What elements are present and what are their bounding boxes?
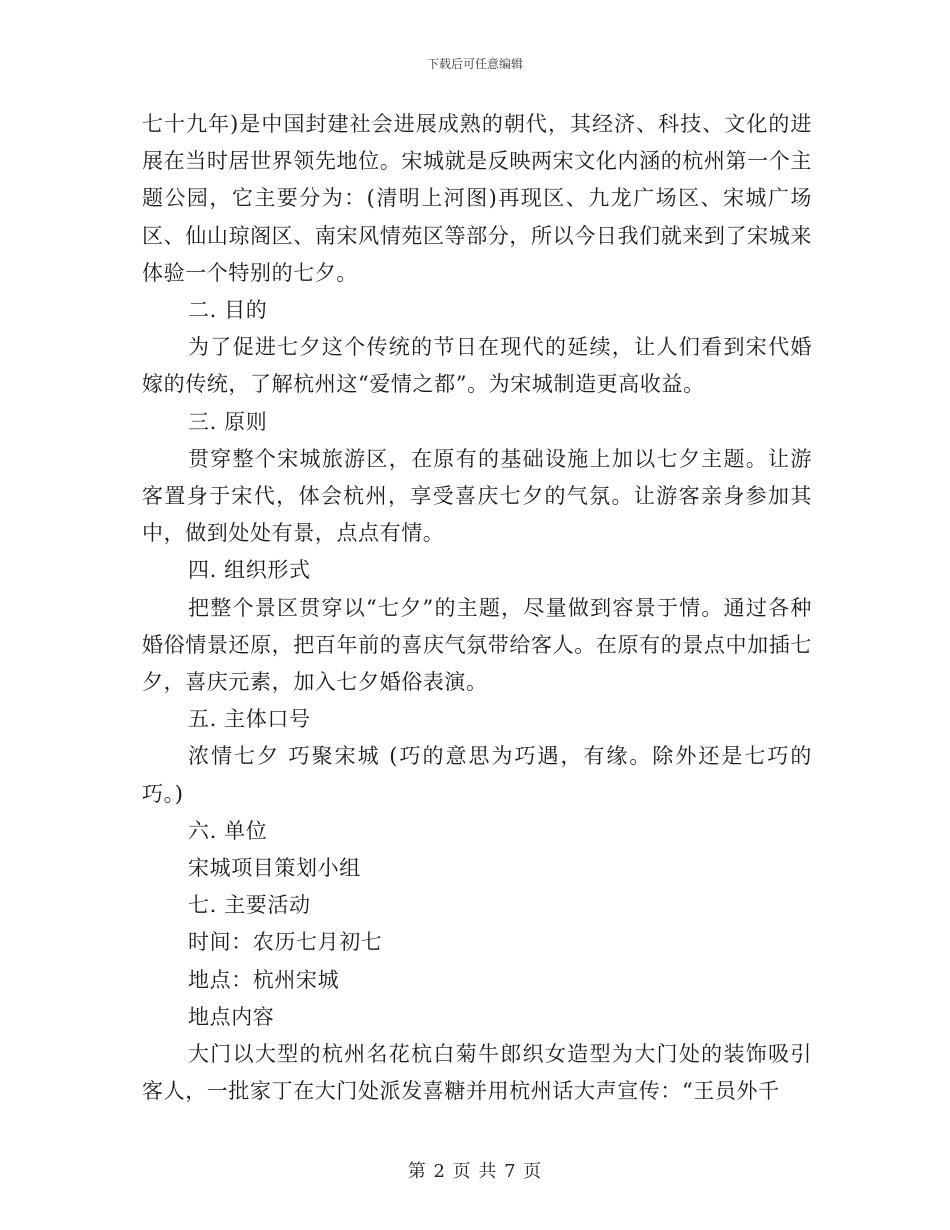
paragraph: 浓情七夕 巧聚宋城 (巧的意思为巧遇，有缘。除外还是七巧的巧。) [142, 744, 812, 806]
paragraph: 贯穿整个宋城旅游区，在原有的基础设施上加以七夕主题。让游客置身于宋代，体会杭州，享受喜庆七夕的气氛。让游客亲身参加其中，做到处处有景，点点有情。 [142, 446, 812, 546]
paragraph: 宋城项目策划小组 [188, 856, 361, 881]
section-heading: 七. 主要活动 [188, 893, 311, 918]
section-heading: 二. 目的 [188, 298, 268, 323]
section-heading: 三. 原则 [188, 409, 268, 434]
section-heading: 六. 单位 [188, 818, 268, 843]
paragraph: 地点内容 [188, 1004, 275, 1029]
document-body [142, 106, 812, 1110]
paragraph: 时间：农历七月初七 [188, 930, 383, 955]
paragraph: 大门以大型的杭州名花杭白菊牛郎织女造型为大门处的装饰吸引客人，一批家丁在大门处派发喜糖并用杭州话大声宣传：“王员外千 [142, 1042, 812, 1104]
section-heading: 五. 主体口号 [188, 707, 311, 732]
header-note: 下载后可任意编辑 [426, 57, 523, 71]
paragraph: 为了促进七夕这个传统的节日在现代的延续，让人们看到宋代婚嫁的传统，了解杭州这“爱情之都”。为宋城制造更高收益。 [142, 335, 812, 397]
paragraph: 地点：杭州宋城 [188, 967, 340, 992]
section-heading: 四. 组织形式 [188, 558, 311, 583]
page-indicator: 第 2 页 共 7 页 [407, 1161, 543, 1182]
paragraph: 七十九年)是中国封建社会进展成熟的朝代，其经济、科技、文化的进展在当时居世界领先地位。宋城就是反映两宋文化内涵的杭州第一个主题公园，它主要分为：(清明上河图)再现区、九龙广场区、宋城广场区、仙山琼阁区、南宋风情苑区等部分，所以今日我们就来到了宋城来体验一个特别的七夕。 [142, 112, 812, 285]
paragraph: 把整个景区贯穿以“七夕”的主题，尽量做到容景于情。通过各种婚俗情景还原，把百年前的喜庆气氛带给客人。在原有的景点中加插七夕，喜庆元素，加入七夕婚俗表演。 [142, 595, 812, 695]
